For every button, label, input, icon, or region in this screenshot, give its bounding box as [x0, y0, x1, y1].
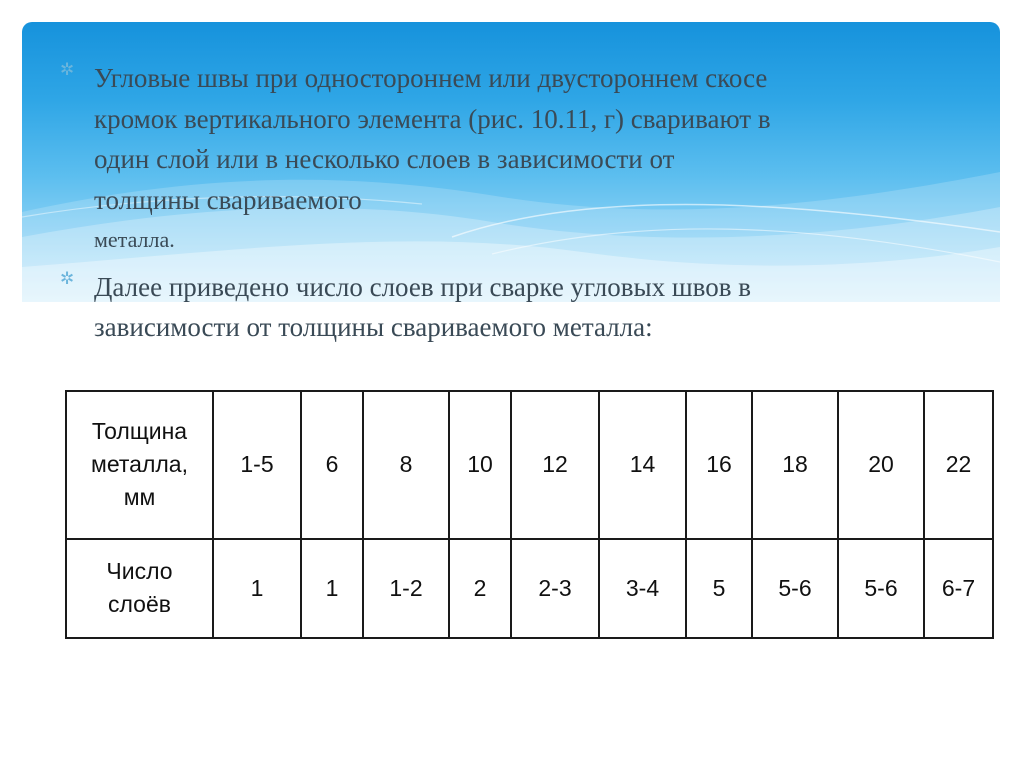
bullet-line: зависимости от толщины свариваемого металла: — [94, 312, 653, 342]
table-cell: 20 — [838, 391, 924, 539]
row-header-thickness — [66, 391, 213, 539]
table-cell: 8 — [363, 391, 449, 539]
bullet-item — [60, 267, 980, 348]
row-header-layers — [66, 539, 213, 638]
bullet-line: один слой или в несколько слоев в зависимости от — [94, 144, 675, 174]
bullet-line: металла. — [94, 227, 175, 252]
table-cell: 18 — [752, 391, 838, 539]
table-cell: 1 — [213, 539, 301, 638]
table-cell: 1-5 — [213, 391, 301, 539]
table-cell: 16 — [686, 391, 752, 539]
bullet-line: Угловые швы при одностороннем или двустороннем скосе — [94, 63, 768, 93]
table-cell: 6-7 — [924, 539, 993, 638]
table-row-layers — [66, 539, 993, 638]
table-cell: 5 — [686, 539, 752, 638]
table-cell: 6 — [301, 391, 363, 539]
table-row-thickness — [66, 391, 993, 539]
table-cell: 2-3 — [511, 539, 599, 638]
header-line: металла, — [91, 451, 188, 478]
header-line: Число — [106, 558, 173, 585]
table-cell: 10 — [449, 391, 511, 539]
bullet-item — [60, 58, 980, 261]
table-cell: 1-2 — [363, 539, 449, 638]
table-cell: 14 — [599, 391, 686, 539]
table-cell: 22 — [924, 391, 993, 539]
table-cell: 5-6 — [752, 539, 838, 638]
bullet-line: толщины свариваемого — [94, 184, 362, 215]
header-line: мм — [123, 484, 156, 511]
table-cell: 2 — [449, 539, 511, 638]
table-cell: 12 — [511, 391, 599, 539]
table-cell: 3-4 — [599, 539, 686, 638]
asterisk-bullet-icon: ✲ — [60, 60, 75, 80]
table-cell: 1 — [301, 539, 363, 638]
bullet-line: кромок вертикального элемента (рис. 10.11, г) сваривают в — [94, 103, 771, 134]
asterisk-bullet-icon: ✲ — [60, 268, 75, 289]
data-table — [65, 390, 994, 639]
layers-table — [65, 390, 994, 639]
bullet-text — [94, 267, 980, 348]
bullet-line: Далее приведено число слоев при сварке угловых швов в — [94, 271, 751, 302]
bullet-text — [94, 58, 980, 261]
body-text — [60, 58, 980, 354]
header-line: Толщина — [91, 418, 188, 445]
header-line: слоёв — [108, 591, 171, 618]
table-cell: 5-6 — [838, 539, 924, 638]
